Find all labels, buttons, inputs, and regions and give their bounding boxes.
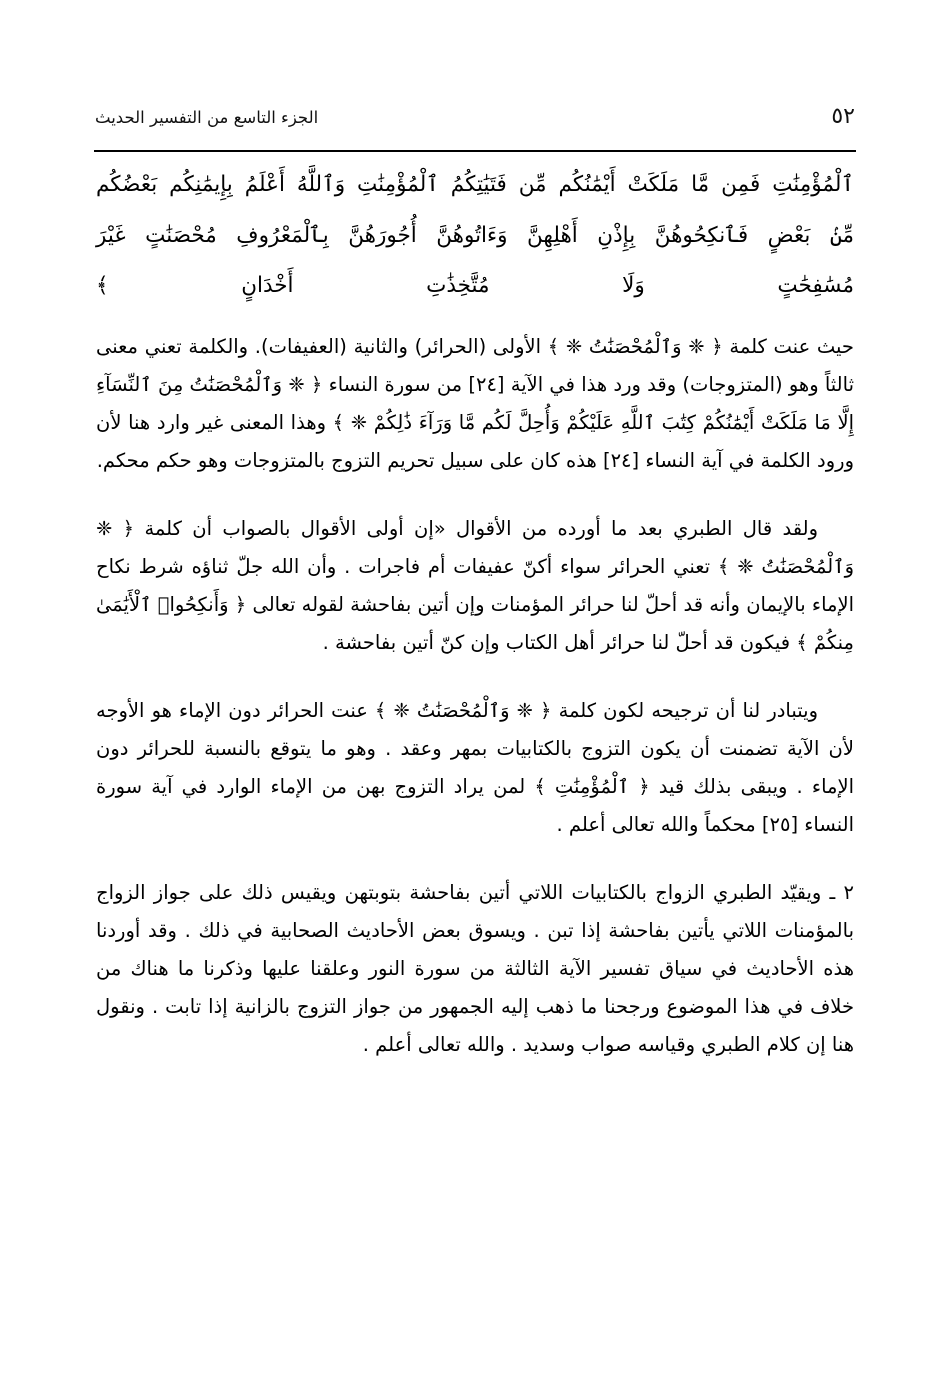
header-divider [94,150,856,152]
page-number: ٥٢ [831,104,855,129]
running-title: الجزء التاسع من التفسير الحديث [95,108,319,127]
quran-quote-block [96,160,854,312]
quran-line-1: ٱلْمُؤْمِنَٰتِ فَمِن مَّا مَلَكَتْ أَيْمَٰنُكُم مِّن فَتَيَٰتِكُمُ ٱلْمُؤْمِنَٰتِ وَٱللَّهُ أَعْلَمُ بِإِيمَٰنِكُم بَعْضُكُم [96,172,854,197]
paragraph-1: حيث عنت كلمة ﴿ ❈ وَٱلْمُحْصَنَٰتُ ❈ ﴾ الأولى (الحرائر) والثانية (العفيفات). والكلمة تعني معنى ثالثاً وهو (المتزوجات) وقد ورد هذا في الآية [٢٤] من سورة النساء ﴿ ❈ وَٱلْمُحْصَنَٰتُ مِنَ ٱلنِّسَآءِ إِلَّا مَا مَلَكَتْ أَيْمَٰنُكُمْ كِتَٰبَ ٱللَّهِ عَلَيْكُمْ وَأُحِلَّ لَكُم مَّا وَرَآءَ ذَٰلِكُمْ ❈ ﴾ وهذا المعنى غير وارد هنا لأن ورود الكلمة في آية النساء [٢٤] هذه كان على سبيل تحريم التزوج بالمتزوجات وهو حكم محكم. [96,334,854,472]
paragraph-4: ٢ ـ ويقيّد الطبري الزواج بالكتابيات اللاتي أتين بفاحشة بتوبتهن ويقيس ذلك على جواز الزواج بالمؤمنات اللاتي يأتين بفاحشة إذا تبن . ويسوق بعض الأحاديث الصحابية في ذلك . وقد أوردنا هذه الأحاديث في سياق تفسير الآية الثالثة من سورة النور وعلقنا عليها وذكرنا ما هناك من خلاف في هذا الموضوع ورجحنا ما ذهب إليه الجمهور من جواز التزوج بالزانية إذا تابت . ونقول هنا إن كلام الطبري وقياسه صواب وسديد . والله تعالى أعلم . [96,880,854,1056]
quran-line-3: مُسَٰفِحَٰتٍ وَلَا مُتَّخِذَٰتِ أَخْدَانٍ ﴾ [96,273,854,299]
paragraph-2: ولقد قال الطبري بعد ما أورده من الأقوال «إن أولى الأقوال بالصواب أن كلمة ﴿ ❈ وَٱلْمُحْصَنَٰتُ ❈ ﴾ تعني الحرائر سواء أكنّ عفيفات أم فاجرات . وأن الله جلّ ثناؤه شرط نكاح الإماء بالإيمان وأنه قد أحلّ لنا حرائر المؤمنات وإن أتين بفاحشة لقوله تعالى ﴿ وَأَنكِحُوا۟ ٱلْأَيَٰمَىٰ مِنكُمْ ﴾ فيكون قد أحلّ لنا حرائر أهل الكتاب وإن كنّ أتين بفاحشة . [96,516,854,654]
quran-line-2: مِّنۢ بَعْضٍ فَٱنكِحُوهُنَّ بِإِذْنِ أَهْلِهِنَّ وَءَاتُوهُنَّ أُجُورَهُنَّ بِٱلْمَعْرُوفِ مُحْصَنَٰتٍ غَيْرَ [96,222,854,248]
page-body [96,160,854,1064]
paragraph-3: ويتبادر لنا أن ترجيحه لكون كلمة ﴿ ❈ وَٱلْمُحْصَنَٰتُ ❈ ﴾ عنت الحرائر دون الإماء هو الأوجه لأن الآية تضمنت أن يكون التزوج بالكتابيات بمهر وعقد . وهو ما يتوقع بالنسبة للحرائر دون الإماء . ويبقى بذلك قيد ﴿ ٱلْمُؤْمِنَٰتِ ﴾ لمن يراد التزوج بهن من الإماء الوارد في آية سورة النساء [٢٥] محكماً والله تعالى أعلم . [96,698,854,836]
page-header [95,104,855,129]
